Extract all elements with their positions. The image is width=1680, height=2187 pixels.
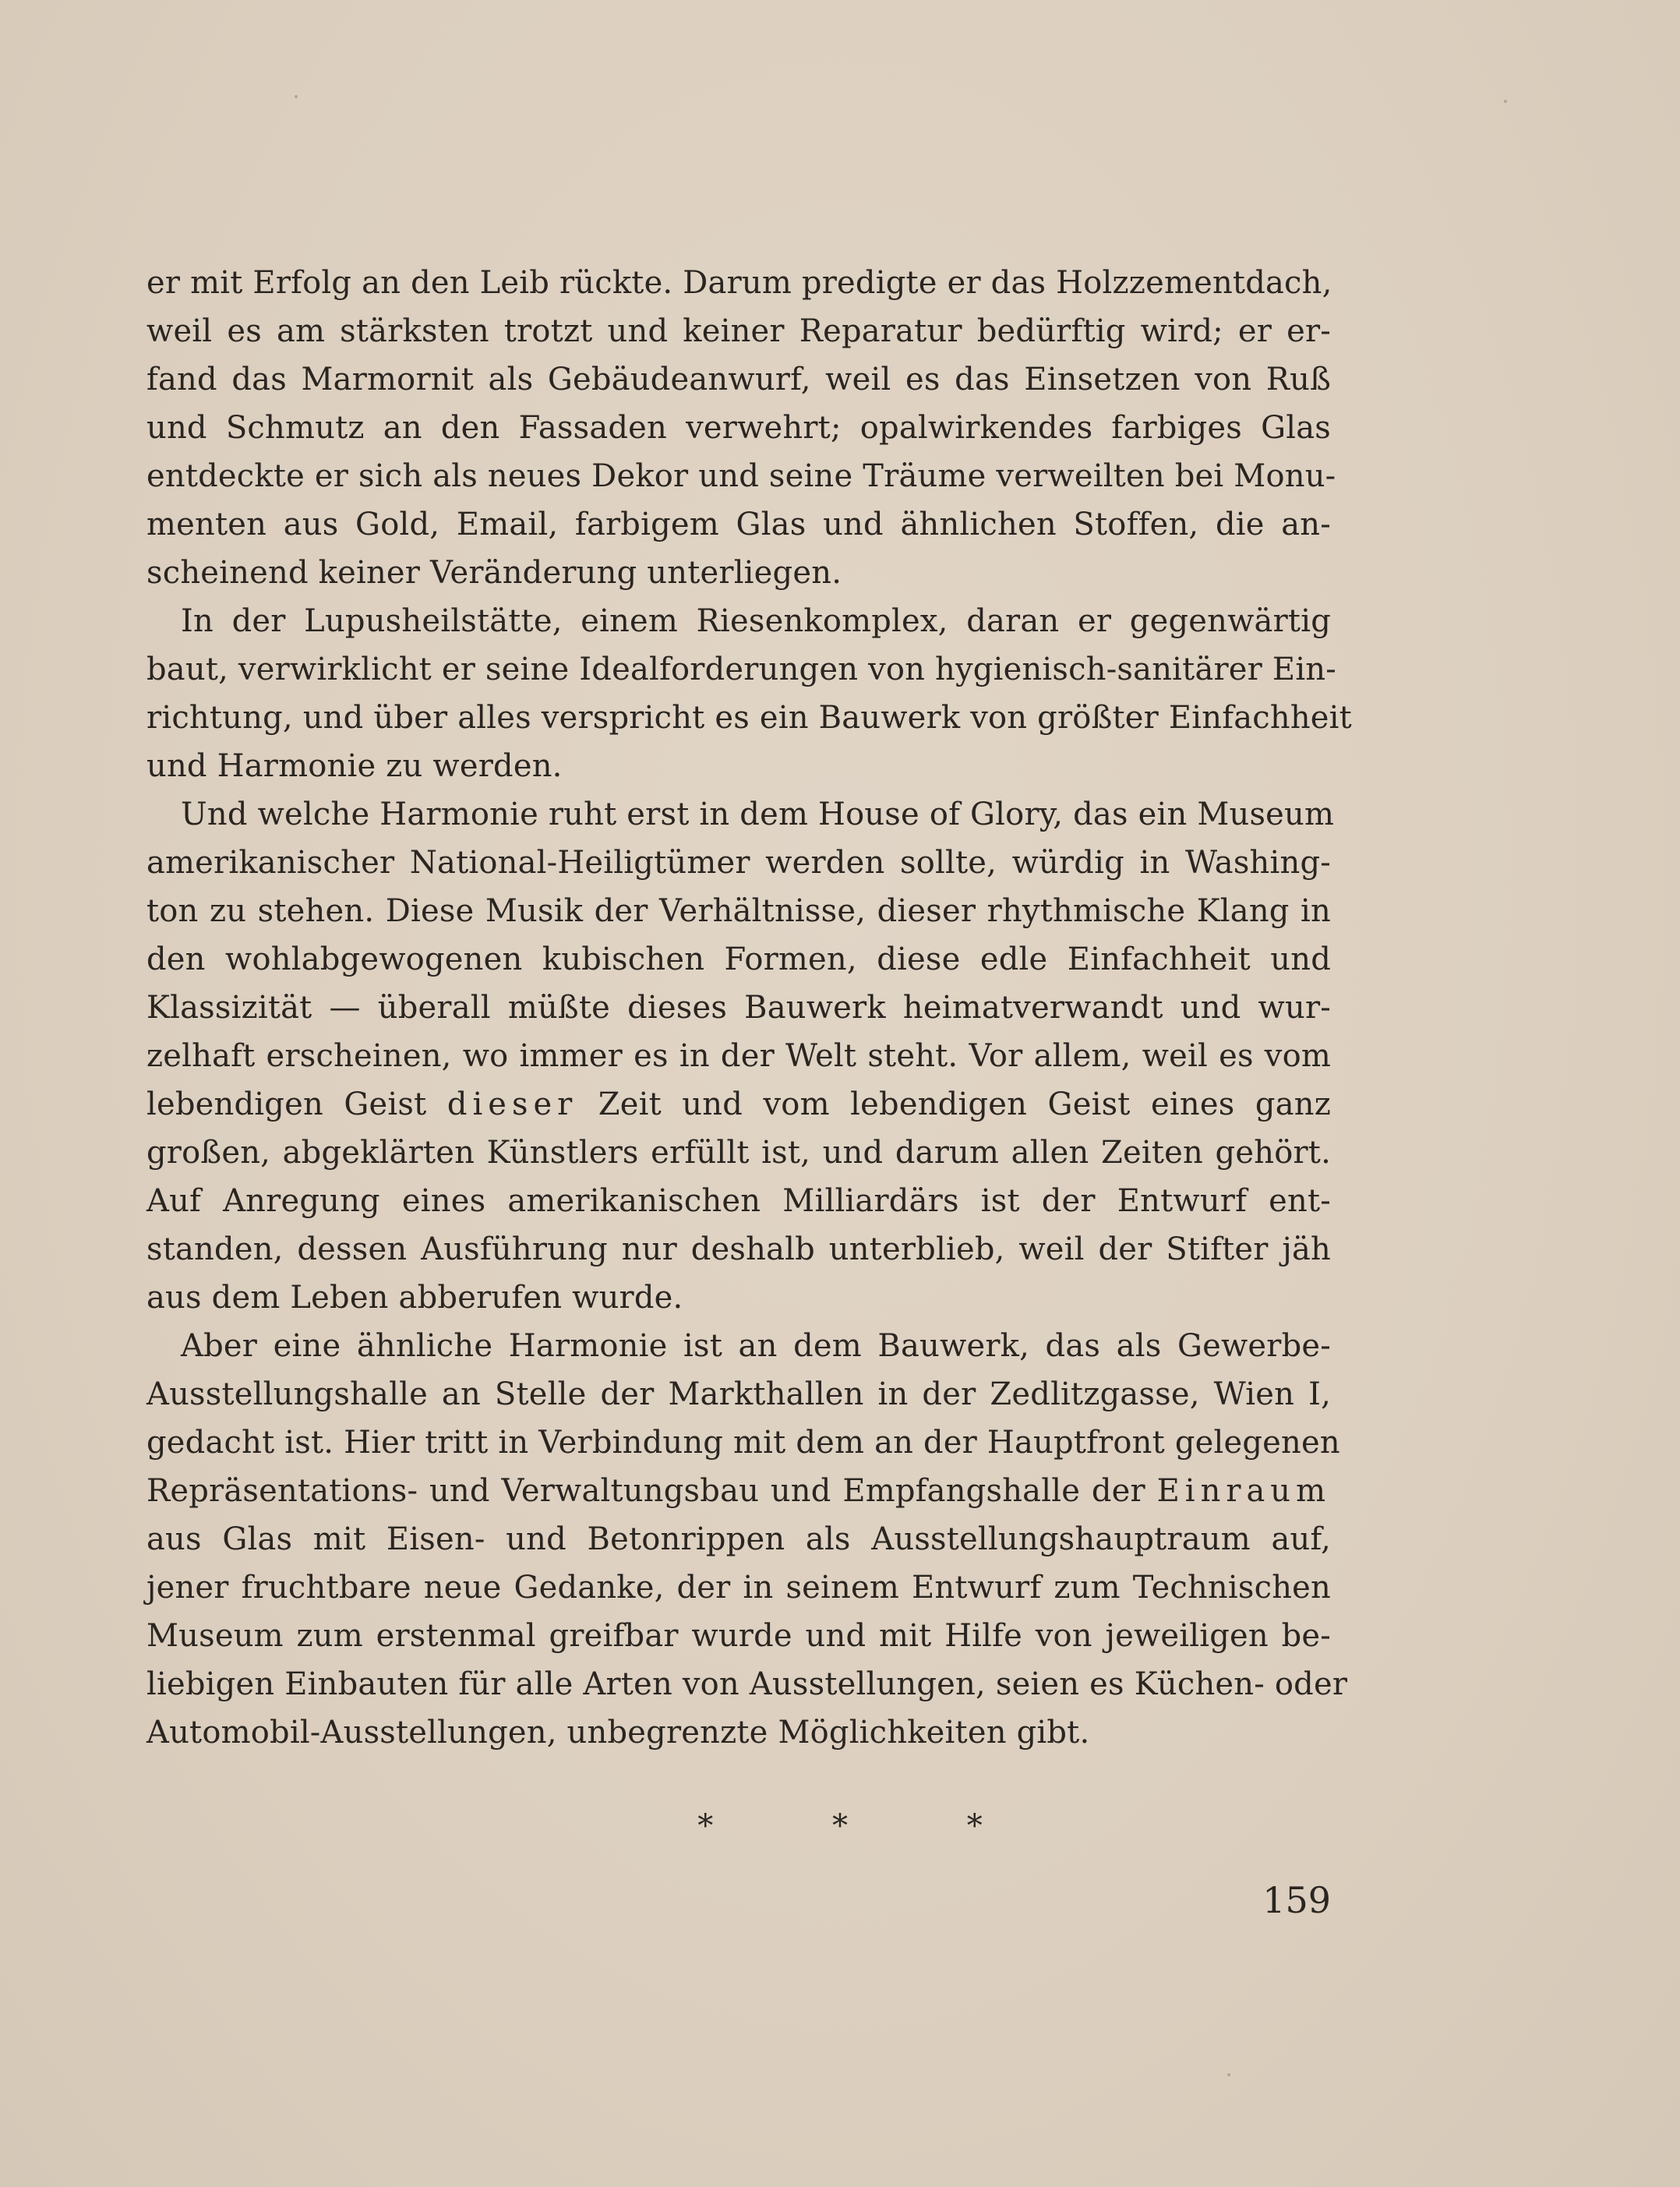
text-line: zelhaft erscheinen, wo immer es in der Welt steht. Vor allem, weil es vom (146, 1038, 1331, 1074)
text-line: baut, verwirklicht er seine Idealforderungen von hygienisch-sanitärer Ein- (146, 652, 1336, 687)
section-separator: * * * (697, 1808, 1037, 1844)
text-line: aus dem Leben abberufen wurde. (146, 1280, 683, 1316)
body-text (146, 259, 1352, 1757)
text-line: In der Lupusheilstätte, einem Riesenkomplex, daran er gegenwärtig (181, 603, 1331, 639)
text-line: fand das Marmornit als Gebäudeanwurf, weil es das Einsetzen von Ruß (146, 362, 1331, 397)
text-segment: lebendigen Geist (146, 1086, 447, 1122)
text-line: Klassizität — überall müßte dieses Bauwerk heimatverwandt und wur- (146, 990, 1331, 1026)
paragraph-1 (146, 259, 1336, 597)
text-line: den wohlabgewogenen kubischen Formen, diese edle Einfachheit und (146, 942, 1331, 977)
emphasized-word: dieser (446, 1086, 578, 1122)
text-line: Und welche Harmonie ruht erst in dem House of Glory, das ein Museum (181, 797, 1335, 832)
text-line: großen, abgeklärten Künstlers erfüllt ist, und darum allen Zeiten gehört. (146, 1135, 1331, 1171)
text-line: Automobil-Ausstellungen, unbegrenzte Möglichkeiten gibt. (146, 1715, 1090, 1751)
text-line: gedacht ist. Hier tritt in Verbindung mit dem an der Hauptfront gelegenen (146, 1425, 1340, 1461)
paragraph-3 (146, 790, 1335, 1322)
text-line: menten aus Gold, Email, farbigem Glas und ähnlichen Stoffen, die an- (146, 507, 1331, 542)
text-line: entdeckte er sich als neues Dekor und seine Träume verweilten bei Monu- (146, 458, 1336, 494)
page-number: 159 (1262, 1879, 1331, 1921)
text-segment: Zeit und vom lebendigen Geist eines ganz (577, 1086, 1331, 1122)
paragraph-4 (146, 1322, 1348, 1757)
text-line (146, 1080, 1331, 1129)
text-line: richtung, und über alles verspricht es ein Bauwerk von größter Einfachheit (146, 700, 1352, 736)
paper-speck (295, 95, 298, 98)
text-line: standen, dessen Ausführung nur deshalb unterblieb, weil der Stifter jäh (146, 1231, 1331, 1267)
text-line: jener fruchtbare neue Gedanke, der in seinem Entwurf zum Technischen (146, 1570, 1331, 1606)
text-line: amerikanischer National-Heiligtümer werden sollte, würdig in Washing- (146, 845, 1331, 881)
paragraph-2 (146, 597, 1352, 790)
emphasized-word: Einraum (1156, 1473, 1331, 1509)
text-line: scheinend keiner Veränderung unterliegen. (146, 555, 842, 591)
text-line: Museum zum erstenmal greifbar wurde und mit Hilfe von jeweiligen be- (146, 1618, 1331, 1654)
text-line: Aber eine ähnliche Harmonie ist an dem Bauwerk, das als Gewerbe- (181, 1328, 1331, 1364)
paper-speck (1504, 100, 1507, 103)
text-line: und Schmutz an den Fassaden verwehrt; opalwirkendes farbiges Glas (146, 410, 1331, 446)
text-line (146, 1467, 1331, 1515)
text-line: weil es am stärksten trotzt und keiner Reparatur bedürftig wird; er er- (146, 313, 1331, 349)
text-line: und Harmonie zu werden. (146, 748, 563, 784)
text-line: er mit Erfolg an den Leib rückte. Darum predigte er das Holzzementdach, (146, 265, 1332, 301)
paper-speck (1227, 2073, 1230, 2076)
text-line: Auf Anregung eines amerikanischen Milliardärs ist der Entwurf ent- (146, 1183, 1331, 1219)
text-line: Ausstellungshalle an Stelle der Markthallen in der Zedlitzgasse, Wien I, (146, 1376, 1331, 1412)
text-line: ton zu stehen. Diese Musik der Verhältnisse, dieser rhythmische Klang in (146, 893, 1331, 929)
text-segment: Repräsentations- und Verwaltungsbau und Empfangshalle der (146, 1473, 1157, 1509)
text-line: liebigen Einbauten für alle Arten von Ausstellungen, seien es Küchen- oder (146, 1666, 1348, 1702)
text-line: aus Glas mit Eisen- und Betonrippen als Ausstellungshauptraum auf, (146, 1521, 1331, 1557)
